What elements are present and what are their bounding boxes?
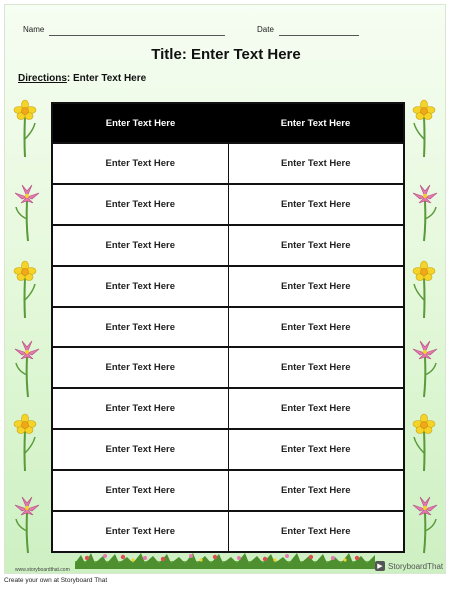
page-title[interactable]: Title: Enter Text Here bbox=[151, 46, 301, 63]
lily-icon bbox=[411, 183, 439, 243]
logo-icon: ▶ bbox=[375, 561, 385, 571]
table-cell[interactable]: Enter Text Here bbox=[228, 185, 404, 224]
footer-url[interactable]: www.storyboardthat.com bbox=[15, 567, 70, 573]
table-cell[interactable]: Enter Text Here bbox=[105, 198, 175, 210]
lily-icon bbox=[13, 495, 41, 555]
table-cell[interactable]: Enter Text Here bbox=[105, 239, 175, 251]
table-cell[interactable]: Enter Text Here bbox=[228, 308, 404, 347]
table-cell[interactable]: Enter Text Here bbox=[105, 444, 175, 456]
directions-text: : Enter Text Here bbox=[66, 73, 147, 84]
daffodil-icon bbox=[410, 413, 438, 473]
directions-label: Directions bbox=[18, 73, 67, 84]
table-header-row bbox=[53, 104, 403, 142]
table-row bbox=[53, 346, 403, 387]
table-row bbox=[53, 142, 403, 183]
table-cell[interactable]: Enter Text Here bbox=[228, 512, 404, 551]
name-label: Name bbox=[23, 25, 45, 34]
table-row bbox=[53, 469, 403, 510]
table-cell[interactable]: Enter Text Here bbox=[228, 430, 404, 469]
name-field[interactable] bbox=[49, 35, 225, 36]
lily-icon bbox=[411, 339, 439, 399]
lily-icon bbox=[13, 339, 41, 399]
date-label: Date bbox=[257, 25, 274, 34]
table-cell[interactable]: Enter Text Here bbox=[105, 525, 175, 537]
table-cell[interactable]: Enter Text Here bbox=[105, 362, 175, 374]
table-row bbox=[53, 183, 403, 224]
storyboardthat-logo[interactable] bbox=[375, 561, 443, 571]
worksheet bbox=[4, 4, 446, 574]
table-row bbox=[53, 224, 403, 265]
table-cell[interactable]: Enter Text Here bbox=[105, 321, 175, 333]
daffodil-icon bbox=[11, 413, 39, 473]
brand-name: StoryboardThat bbox=[388, 561, 444, 571]
table-cell[interactable]: Enter Text Here bbox=[228, 389, 404, 428]
table-cell[interactable]: Enter Text Here bbox=[105, 485, 175, 497]
daffodil-icon bbox=[11, 260, 39, 320]
table-header-cell[interactable]: Enter Text Here bbox=[105, 117, 176, 129]
table-cell[interactable]: Enter Text Here bbox=[105, 280, 175, 292]
table-cell[interactable]: Enter Text Here bbox=[228, 144, 404, 183]
table-row bbox=[53, 265, 403, 306]
daffodil-icon bbox=[11, 99, 39, 159]
data-table bbox=[51, 102, 405, 553]
lily-icon bbox=[411, 495, 439, 555]
flower-border-icon bbox=[75, 549, 375, 569]
table-row bbox=[53, 387, 403, 428]
directions[interactable] bbox=[18, 73, 146, 84]
footer-caption[interactable]: Create your own at Storyboard That bbox=[4, 577, 108, 584]
table-cell[interactable]: Enter Text Here bbox=[105, 403, 175, 415]
daffodil-icon bbox=[410, 260, 438, 320]
daffodil-icon bbox=[410, 99, 438, 159]
table-row bbox=[53, 510, 403, 551]
date-field[interactable] bbox=[279, 35, 359, 36]
lily-icon bbox=[13, 183, 41, 243]
table-cell[interactable]: Enter Text Here bbox=[228, 226, 404, 265]
table-header-cell[interactable]: Enter Text Here bbox=[280, 117, 351, 129]
table-row bbox=[53, 306, 403, 347]
table-row bbox=[53, 428, 403, 469]
table-cell[interactable]: Enter Text Here bbox=[105, 157, 175, 169]
table-cell[interactable]: Enter Text Here bbox=[228, 471, 404, 510]
table-cell[interactable]: Enter Text Here bbox=[228, 267, 404, 306]
table-cell[interactable]: Enter Text Here bbox=[228, 348, 404, 387]
